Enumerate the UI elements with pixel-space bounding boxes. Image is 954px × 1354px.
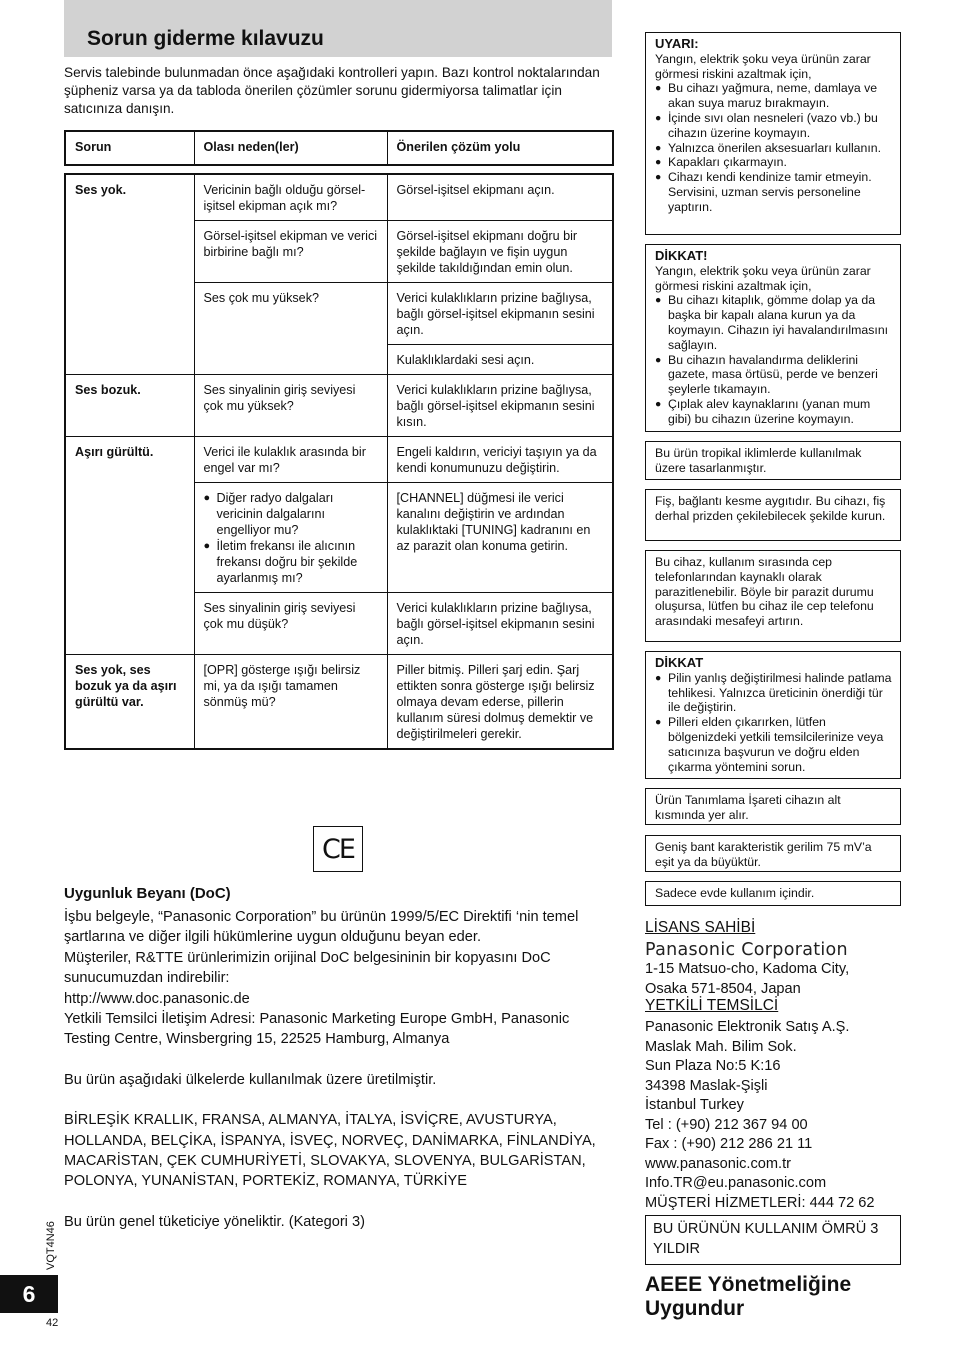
page-title: Sorun giderme kılavuzu [87,27,324,50]
battery-bullet: ● Pilin yanlış değiştirilmesi halinde patlama tehlikesi. Yalnızca üreticinin önerdiği tür ile değiştirin. [668,671,892,715]
page-sub-number: 42 [46,1317,59,1329]
problem-cell: Ses yok, ses bozuk ya da aşırı gürültü var. [65,655,194,750]
cause-cell: Vericinin bağlı olduğu görsel-işitsel ekipman açık mı? [194,174,387,221]
rep-line: www.panasonic.com.tr [645,1155,791,1172]
plug-box: Fiş, bağlantı kesme aygıtıdır. Bu cihazı, fiş derhal prizden çekilebilecek şekilde kurun. [645,489,901,541]
representative-heading: YETKİLİ TEMSİLCİ [645,997,779,1014]
home-use-box: Sadece evde kullanım içindir. [645,881,901,906]
table-row [65,375,613,437]
cause-cell: Verici ile kulaklık arasında bir engel var mı? [194,437,387,483]
licensee-address [645,960,849,999]
battery-title: DİKKAT [655,655,704,670]
warning-bullet: ● Kapakları çıkarmayın. [668,155,892,170]
phone-interference-box: Bu cihaz, kullanım sırasında cep telefonlarından kaynaklı olarak parazitlenebilir. Böyle bir parazit durumu oluşursa, lütfen bu cihaz ile cep telefonu arasındaki mesafeyi artırın. [645,550,901,642]
header-cause: Olası neden(ler) [194,131,387,165]
solution-cell: Piller bitmiş. Pilleri şarj edin. Şarj ettikten sonra gösterge ışığı belirsiz olmaya devam ederse, pillerin kullanım süresi dolmuş demektir ve değiştirilmeleri gerekir. [387,655,613,750]
rep-line: Tel : (+90) 212 367 94 00 [645,1116,808,1133]
doc-paragraph: Yetkili Temsilci İletişim Adresi: Panasonic Marketing Europe GmbH, Panasonic Testing Centre, Winsbergring 15, 22525 Hamburg, Almanya [64,1011,570,1048]
rep-line: 34398 Maslak-Şişli [645,1077,768,1094]
problem-cell: Aşırı gürültü. [65,437,194,655]
doc-title: Uygunluk Beyanı (DoC) [64,885,231,902]
rep-line: Sun Plaza No:5 K:16 [645,1058,781,1074]
rep-line: Info.TR@eu.panasonic.com [645,1175,827,1191]
doc-paragraph: Bu ürün genel tüketiciye yöneliktir. (Kategori 3) [64,1213,365,1230]
caution-bullet: ● Bu cihazın havalandırma deliklerini gazete, masa örtüsü, perde ve benzeri şeylerle tıkamayın. [668,353,892,397]
doc-link: http://www.doc.panasonic.de [64,990,250,1007]
rep-line: İstanbul Turkey [645,1097,744,1113]
cause-cell: Ses çok mu yüksek? [194,283,387,375]
solution-cell: [CHANNEL] düğmesi ile verici kanalını değiştirin ve ardından kulaklıktaki [TUNING] kadranını en az parazit olan konuma getirin. [387,483,613,593]
caution-bullet: ● Bu cihazı kitaplık, gömme dolap ya da başka bir kapalı alana kurun ya da koymayın. Cihazın iyi havalandırılmasını sağlayın. [668,293,892,352]
header-problem: Sorun [65,131,194,165]
problem-cell: Ses bozuk. [65,375,194,437]
id-mark-box: Ürün Tanımlama İşareti cihazın alt kısmında yer alır. [645,788,901,825]
battery-caution-box [645,651,901,779]
doc-countries: BİRLEŞİK KRALLIK, FRANSA, ALMANYA, İTALYA, İSVİÇRE, AVUSTURYA, HOLLANDA, BELÇİKA, İSPANYA, İSVEÇ, NORVEÇ, DANİMARKA, FİNLANDİYA, MACARİSTAN, ÇEK CUMHURİYETİ, SLOVAKYA, SLOVENYA, BULGARİSTAN, POLONYA, YUNANİSTAN, PORTEKİZ, ROMANYA, TÜRKİYE [64,1112,596,1190]
licensee-heading: LİSANS SAHİBİ [645,919,756,936]
cause-cell: [OPR] gösterge ışığı belirsiz mi, ya da ışığı tamamen sönmüş mü? [194,655,387,750]
header-solution: Önerilen çözüm yolu [387,131,613,165]
title-bar [64,0,612,57]
cause-cell: Görsel-işitsel ekipman ve verici birbirine bağlı mı? [194,221,387,283]
representative-details [645,1018,875,1213]
ce-mark-icon: CE [313,826,363,872]
doc-text [64,907,619,1232]
voltage-box: Geniş bant karakteristik gerilim 75 mV’a eşit ya da büyüktür. [645,835,901,872]
rep-line: Maslak Mah. Bilim Sok. [645,1038,797,1055]
warning-bullet: ● Yalnızca önerilen aksesuarları kullanın. [668,141,892,156]
panasonic-logo: Panasonic Corporation [645,940,848,960]
solution-cell: Görsel-işitsel ekipmanı açın. [387,174,613,221]
warning-intro: Yangın, elektrik şoku veya ürünün zarar görmesi riskini azaltmak için, [655,51,871,81]
caution-bullet: ● Çıplak alev kaynaklarını (yanan mum gibi) bu cihazın üzerine koymayın. [668,397,892,427]
solution-cell: Verici kulaklıkların prizine bağlıysa, bağlı görsel-işitsel ekipmanın sesini kısın. [387,375,613,437]
table-row [65,655,613,750]
solution-cell: Engeli kaldırın, vericiyi taşıyın ya da kendi konumunuzu değiştirin. [387,437,613,483]
warning-box [645,32,901,235]
page-number: 6 [0,1275,58,1313]
warning-bullet: ● Cihazı kendi kendinize tamir etmeyin. Servisini, uzman servis personeline yaptırın. [668,170,892,214]
battery-bullet: ● Pilleri elden çıkarırken, lütfen bölgenizdeki yetkili temsilcilerinize veya satıcınıza başvurun ve doğru elden çıkarma yöntemini sorun. [668,715,892,774]
rep-line: Panasonic Elektronik Satış A.Ş. [645,1019,850,1035]
product-life-box: BU ÜRÜNÜN KULLANIM ÖMRÜ 3 YILDIR [645,1215,901,1265]
table-header [64,130,614,166]
cause-cell [194,483,387,593]
solution-cell: Verici kulaklıkların prizine bağlıysa, bağlı görsel-işitsel ekipmanın sesini açın. [387,283,613,345]
solution-cell: Kulaklıklardaki sesi açın. [387,345,613,375]
caution-title: DİKKAT! [655,248,708,263]
rep-line: MÜŞTERİ HİZMETLERİ: 444 72 62 [645,1194,875,1211]
doc-paragraph: Müşteriler, R&TTE ürünlerimizin orijinal DoC belgesininin bir kopyasını DoC sunucumuzdan indirebilir: [64,949,551,987]
cause-cell: Ses sinyalinin giriş seviyesi çok mu yüksek? [194,375,387,437]
cause-bullet: ● Diğer radyo dalgaları vericinin dalgalarını engelliyor mu? [217,490,378,538]
document-code: VQT4N46 [45,1221,57,1270]
warning-title: UYARI: [655,36,699,51]
intro-text: Servis talebinde bulunmadan önce aşağıdaki kontrolleri yapın. Bazı kontrol noktalarından şüpheniz varsa ya da tabloda önerilen çözümler sorunu gidermiyorsa talimatlar için satıcınıza danışın. [64,65,600,116]
solution-cell: Görsel-işitsel ekipmanı doğru bir şekilde bağlayın ve fişin uygun şekilde takıldığından emin olun. [387,221,613,283]
warning-bullet: ● Bu cihazı yağmura, neme, damlaya ve akan suya maruz bırakmayın. [668,81,892,111]
doc-paragraph: Bu ürün aşağıdaki ülkelerde kullanılmak üzere üretilmiştir. [64,1071,437,1088]
rep-line: Fax : (+90) 212 286 21 11 [645,1136,813,1152]
solution-cell: Verici kulaklıkların prizine bağlıysa, bağlı görsel-işitsel ekipmanın sesini açın. [387,593,613,655]
problem-cell: Ses yok. [65,174,194,375]
table-row [65,437,613,483]
table-row [65,174,613,221]
aeee-heading: AEEE Yönetmeliğine Uygundur [645,1273,852,1320]
address-line: Osaka 571-8504, Japan [645,980,801,997]
address-line: 1-15 Matsuo-cho, Kadoma City, [645,961,850,977]
caution-box [645,244,901,432]
warning-bullet: ● İçinde sıvı olan nesneleri (vazo vb.) bu cihazın üzerine koymayın. [668,111,892,141]
doc-paragraph: İşbu belgeyle, “Panasonic Corporation” bu ürünün 1999/5/EC Direktifi ‘nin temel şartlarına ve diğer ilgili hükümlerine uygun olduğunu beyan eder. [64,909,579,946]
tropical-box: Bu ürün tropikal iklimlerde kullanılmak üzere tasarlanmıştır. [645,441,901,480]
caution-intro: Yangın, elektrik şoku veya ürünün zarar görmesi riskini azaltmak için, [655,263,871,293]
cause-bullet: ● İletim frekansı ile alıcının frekansı doğru bir şekilde ayarlanmış mı? [217,538,378,586]
cause-cell: Ses sinyalinin giriş seviyesi çok mu düşük? [194,593,387,655]
troubleshooting-table [64,173,614,750]
